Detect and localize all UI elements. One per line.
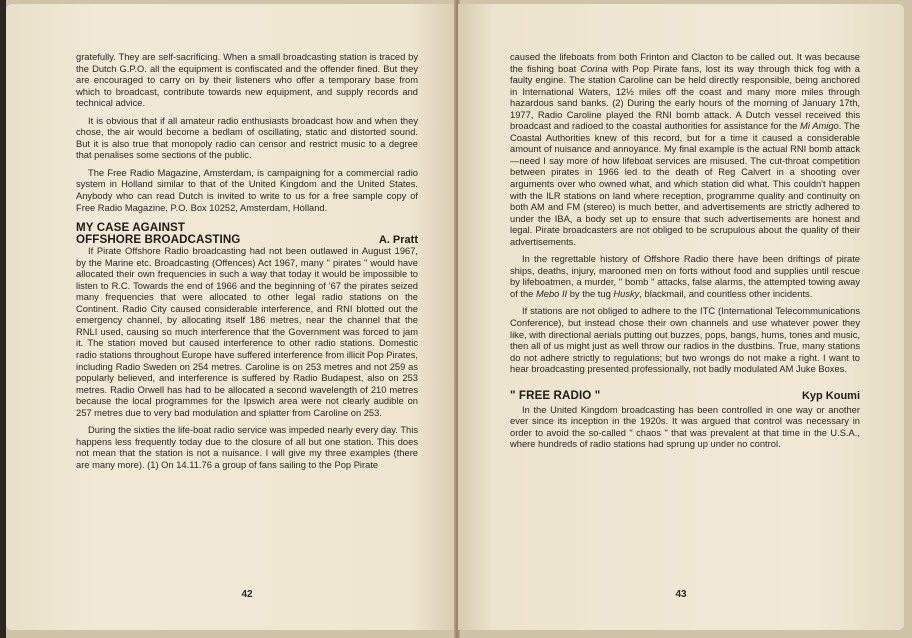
right-page bbox=[458, 4, 904, 630]
text-run: In the regrettable history of Offshore Radio there have been driftings of pirate ships, deaths, injury, marooned men on forts without food and supplies until rescue by lifeboatmen, a murder, " bomb " attacks, false alarms, the attempted towing away of the bbox=[510, 254, 860, 299]
page-number: 42 bbox=[241, 589, 253, 600]
paragraph: If Pirate Offshore Radio broadcasting had not been outlawed in August 1967, by the Marine etc. Broadcasting (Offences) Act 1967, many " pirates " would have allocated their own frequencies in such a way that today it would be impossible to listen to R.C. Towards the end of 1966 and the beginning of '67 the pirates seized many frequencies that were allocated to other legal radio stations on the Continent. Radio City caused considerable interference, and RNI blotted out the emergency channel, by allocating itself 186 metres, near the channel that the RNLI used, causing so much interference that the Government was forced to jam it. The station moved but caused interference to other radio stations. Domestic radio stations throughout Europe have suffered interference from illicit Pop Pirates, including Radio Sweden on 254 metres. Caroline is on 253 metres and not 259 as popularly believed, and interference is suffered by Radio Budapest, also on 253 metres. Radio Orwell has had to be allocated a second wavelength of 210 metres because the local programmes for the Ipswich area were not clearly audible on 257 metres due to very bad modulation and splatter from Caroline on 253. bbox=[76, 246, 418, 418]
vessel-name: Corina bbox=[580, 63, 608, 74]
text-run: . The Coastal Authorities knew of this record, but for a time it caused a considerable amount of nuisance and annoyance. My final example is the actual RNI bomb attack—need I say more of how lifeboat services are misused. The cut-throat competition between pirates in 1966 led to the death of Reg Calvert in a shooting over arguments over who owned what, and which station did what. This couldn't happen with the ILR stations on land where reception, programme quality and continuity on both AM and FM (stereo) is much better, and advertisements are strictly adhered to under the IBA, a body set up to ensure that such advertisements are honest and legal. Pirate broadcasters are not obliged to be scrupulous about the quality of their advertisements. bbox=[510, 121, 861, 247]
vessel-name: Mi Amigo bbox=[800, 121, 839, 132]
article-title-line: OFFSHORE BROADCASTING bbox=[76, 233, 241, 247]
paragraph: The Free Radio Magazine, Amsterdam, is campaigning for a commercial radio system in Holland similar to that of the United Kingdom and the United States. Anybody who can read Dutch is invited to write to us for a free sample copy of Free Radio Magazine, P.O. Box 10252, Amsterdam, Holland. bbox=[76, 167, 418, 213]
text-run: with Pop Pirate fans, lost its way through thick fog with a faulty engine. The station Caroline can be held directly responsible, being anchored in International Waters, 12½ miles off the coast and many more miles through hazardous sand banks. (2) During the early hours of the morning of January 17th, 1977, Radio Caroline played the RNI bomb attack. A Dutch vessel received this broadcast and radioed to the coastal authorities for assistance for the bbox=[510, 63, 860, 132]
article-title bbox=[76, 222, 240, 246]
article-heading bbox=[510, 390, 860, 402]
text-run: by the tug bbox=[567, 288, 614, 299]
paragraph bbox=[510, 254, 860, 300]
page-number: 43 bbox=[675, 589, 687, 600]
text-run: , blackmail, and countless other incidents. bbox=[639, 288, 813, 299]
article-title-line: MY CASE AGAINST bbox=[76, 221, 186, 235]
vessel-name: Mebo II bbox=[535, 288, 568, 299]
vessel-name: Husky bbox=[613, 288, 640, 299]
article-heading bbox=[76, 222, 418, 246]
paragraph: During the sixties the life-boat radio service was impeded nearly every day. This happens less frequently today due to the closure of all but one station. This does not mean that the station is not a nuisance. I will give my three examples (there are many more). (1) On 14.11.76 a group of fans sailing to the Pop Pirate bbox=[76, 425, 418, 470]
text-run: caused the lifeboats from both Frinton and Clacton to be called out. It was because the fishing boat bbox=[510, 52, 860, 74]
left-page bbox=[6, 4, 456, 630]
paragraph: If stations are not obliged to adhere to the ITC (International Telecommunications Conference), but instead chose their own channels and use whatever power they like, with directional aerials putting out buzzes, pops, bangs, hums, tones and music, then all of us might just as well throw our radios in the dustbins. True, many stations do not adhere strictly to regulations; but two wrongs do not make a right. I want to hear broadcasting presented professionally, not badly modulated AM Juke Boxes. bbox=[510, 306, 860, 375]
paragraph: In the United Kingdom broadcasting has been controlled in one way or another ever since its inception in the 1920s. It was argued that control was necessary in order to avoid the so-called " chaos " that was prevalent at that time in the U.S.A., where hundreds of radio stations had sprung up under no control. bbox=[510, 404, 860, 450]
paragraph: It is obvious that if all amateur radio enthusiasts broadcast how and when they chose, the air would become a bedlam of oscillating, static and distorted sound. But it is also true that monopoly radio can censor and restrict music to a degree that penalises some sections of the public. bbox=[76, 115, 418, 161]
paragraph bbox=[510, 52, 860, 248]
article-title: " FREE RADIO " bbox=[510, 388, 601, 402]
paragraph: gratefully. They are self-sacrificing. When a small broadcasting station is traced by the Dutch G.P.O. all the equipment is confiscated and the offender fined. But they are encouraged to carry on by their listeners who offer a temporary base from which to broadcast, contribute towards new equipment, and supply records and technical advice. bbox=[76, 52, 418, 109]
article-author: A. Pratt bbox=[378, 234, 418, 247]
article-author: Kyp Koumi bbox=[801, 389, 860, 402]
